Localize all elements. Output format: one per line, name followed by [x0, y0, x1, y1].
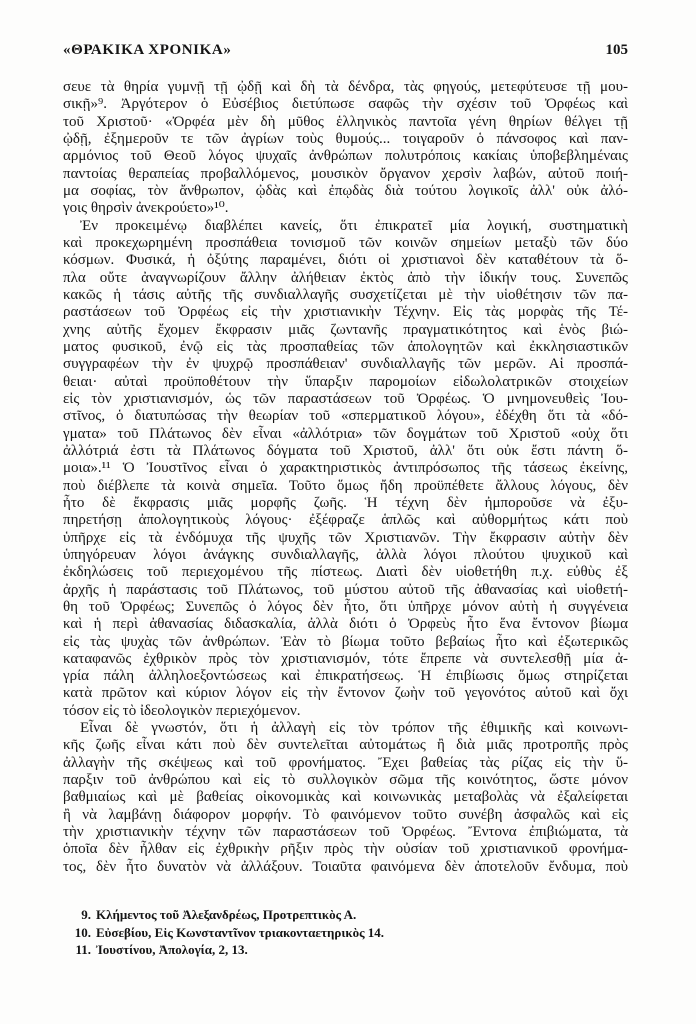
text-line: τόσον εἰς τὸ ἰδεολογικὸν περιεχόμενον.	[63, 702, 301, 719]
text-line: γρία πάλη ἀλληλοεξοντώσεως καὶ ἐπικρατήσεως. Ἡ ἐπιβίωσις ὅμως στηρίζεται	[63, 668, 628, 685]
text-line: αρμόνιος τοῦ Θεοῦ λόγος ψυχαῖς ἀνθρώπων πολυτρόποις κακίαις ὑποβεβλημέναις	[63, 148, 628, 165]
text-line: ἢ νὰ λαμβάνῃ διάφορον μορφήν. Τὸ φαινόμενον τοῦτο συνέβη ἀσφαλῶς καὶ εἰς	[63, 806, 628, 823]
footnote-number: 9.	[81, 907, 91, 922]
text-line: ἀρχῆς ἡ παράστασις τοῦ Πλάτωνος, τοῦ μύστου αὐτοῦ τῆς ἀθανασίας καὶ υἱοθετή-	[63, 581, 628, 598]
text-line: ὁποῖα δὲν ἦλθαν εἰς ἐχθρικὴν ρῆξιν πρὸς τὴν οὐσίαν τοῦ χριστιανικοῦ φρονήμα-	[63, 841, 628, 858]
text-line: Εἶναι δὲ γνωστόν, ὅτι ἡ ἀλλαγὴ εἰς τὸν τρόπον τῆς ἐθιμικῆς καὶ κοινωνι-	[80, 720, 628, 737]
text-line: ἦτο δὲ ἔκφρασις μιᾶς μορφῆς ζωῆς. Ἡ τέχνη δὲν ἠμποροῦσε νὰ ἐξυ-	[63, 494, 628, 511]
footnote-number: 10.	[74, 924, 91, 940]
paragraph	[63, 720, 628, 876]
text-line: τοῦ Χριστοῦ· «Ὀρφέα μὲν δὴ μῦθος ἑλληνικὸς παντοῖα γένη θηρίων θέλγει τῇ	[63, 113, 628, 130]
text-line: ᾠδῇ, ἐξημεροῦν τε τῶν ἀγρίων τοὺς θυμούς... τοιγαροῦν ὁ πάνσοφος καὶ παν-	[63, 130, 628, 147]
running-header	[63, 41, 628, 59]
footnote	[58, 924, 638, 942]
journal-title: «ΘΡΑΚΙΚΑ ΧΡΟΝΙΚΑ»	[63, 42, 232, 58]
text-line: Ἐν προκειμένῳ διαβλέπει κανείς, ὅτι ἐπικρατεῖ μία λογική, συστηματικὴ	[80, 217, 628, 234]
text-line: ματος φυσικοῦ, ἐνῷ εἰς τὰς προσπαθείας τῶν ἀπολογητῶν καὶ ἐκκλησιαστικῶν	[63, 338, 628, 355]
text-line: καὶ προκεχωρημένη προσπάθεια τονισμοῦ τῶν κοινῶν σημείων μεταξὺ τῶν δύο	[63, 234, 628, 251]
footnotes	[58, 906, 638, 959]
text-line: μα σοφίας, τὸν ἄνθρωπον, ᾠδὰς καὶ ἐπῳδὰς διὰ τούτου λογικοῖς ἀλλ' οὐκ ἀλό-	[63, 182, 628, 199]
text-line: ὑπῆρχε εἰς τὰ ἐνδόμυχα τῆς ψυχῆς τῶν Χριστιανῶν. Τὴν ἔκφρασιν αὐτὴν δὲν	[63, 529, 628, 546]
text-line: παντοίας θεραπείας προβαλλόμενος, μουσικὸν ὄργανον χερσὶν λαβών, αὐτοῦ ποιή-	[63, 165, 628, 182]
text-line: βαθμιαίως καὶ μὲ βαθείας οἰκονομικὰς καὶ κοινωνικὰς μεταβολὰς νὰ ἐξαλείφεται	[63, 789, 628, 806]
text-line: σευε τὰ θηρία γυμνῇ τῇ ᾠδῇ καὶ δὴ τὰ δένδρα, τὰς φηγούς, μετεφύτευσε τῇ μου-	[63, 79, 628, 95]
text-line: παρξιν τοῦ ἀνθρώπου καὶ εἰς τὸ συλλογικὸν σῶμα τῆς κοινότητος, ὥστε μόνον	[63, 772, 628, 789]
text-line: πηρετήσῃ ἀπολογητικοὺς λόγους· ἐξέφραζε ἁπλῶς καὶ αὐθορμήτως κάτι ποὺ	[63, 512, 628, 529]
footnote-text: Κλήμεντος τοῦ Ἀλεξανδρέως, Προτρεπτικὸς Α.	[96, 907, 357, 922]
text-line: ἀλλαγὴν τῆς σκέψεως καὶ τοῦ φρονήματος. Ἔχει βαθείας τὰς ρίζας εἰς τὴν ὕ-	[63, 754, 628, 771]
text-line: θη τοῦ Ὀρφέως; Συνεπῶς ὁ λόγος δὲν ἦτο, ὅτι ὑπῆρχε μόνον αὐτὴ ἡ συγγένεια	[63, 598, 628, 615]
footnote-text: Ἰουστίνου, Ἀπολογία, 2, 13.	[96, 942, 248, 957]
text-line: σικῇ»⁹. Ἀργότερον ὁ Εὐσέβιος διετύπωσε σαφῶς τὴν σχέσιν τοῦ Ὀρφέως καὶ	[63, 96, 628, 113]
paragraph	[63, 218, 628, 721]
text-line: κατὰ πρῶτον καὶ κύριον λόγον εἰς τὴν ἔντονον ζωὴν τοῦ γεγονότος αὐτοῦ καὶ ὄχι	[63, 685, 628, 702]
footnote-text: Εὐσεβίου, Εἰς Κωνσταντῖνον τριακονταετηρικὸς 14.	[96, 924, 385, 940]
text-line: στῖνος, ὁ διατυπώσας τὴν θεωρίαν τοῦ «σπερματικοῦ λόγου», ἐδέχθη ὅτι τὰ «δό-	[63, 408, 628, 425]
text-line: μοια».¹¹ Ὁ Ἰουστῖνος εἶναι ὁ χαρακτηριστικὸς ἀντιπρόσωπος τῆς τάσεως ἐκείνης,	[63, 460, 628, 477]
text-line: ἐκδηλώσεις τοῦ περιεχομένου τῆς πίστεως. Διατὶ δὲν υἱοθετήθη π.χ. εὐθὺς ἐξ	[63, 564, 628, 581]
text-line: κακῶς ἡ τάσις αὐτῆς τῆς συνδιαλλαγῆς συσχετίζεται μὲ τὴν υἱοθέτησιν τῶν πα-	[63, 286, 628, 303]
paragraph	[63, 79, 628, 218]
text-line: συγγραφέων τὴν ἐν ψυχρῷ προσπάθειαν' συνδιαλλαγῆς τῶν μερῶν. Αἱ προσπά-	[63, 356, 628, 373]
text-line: καταφανῶς ἐχθρικὸν πρὸς τὸν χριστιανισμόν, τότε ἔπρεπε νὰ συντελεσθῇ μία ἀ-	[63, 650, 628, 667]
text-line: εἰς τὰς ψυχὰς τῶν ἀνθρώπων. Ἐὰν τὸ βίωμα τοῦτο βεβαίως ἦτο καὶ ἐξωτερικῶς	[63, 633, 628, 650]
text-line: εἰς τὸν χριστιανισμόν, ὡς τῶν παραστάσεων τοῦ Ὀρφέως. Ὁ μνημονευθεὶς Ἰου-	[63, 390, 628, 407]
text-line: θειαι· αὐταὶ προϋποθέτουν τὴν ὕπαρξιν παρομοίων εἰδωλολατρικῶν στοιχείων	[63, 373, 628, 390]
footnote-number: 11.	[75, 942, 91, 957]
footnote	[58, 906, 638, 924]
text-line: ὑπηγόρευαν λόγοι ἀνάγκης συνδιαλλαγῆς, ἀλλὰ λόγοι πλούτου ψυχικοῦ καὶ	[63, 546, 628, 563]
text-line: ποὺ διέβλεπε τὰ κοινὰ σημεῖα. Τοῦτο ὅμως ἤδη προϋπέθετε ἄλλους λόγους, δὲν	[63, 477, 628, 494]
body-text	[63, 79, 628, 876]
text-line: ραστάσεων τοῦ Ὀρφέως εἰς τὴν χριστιανικὴν Τέχνην. Εἰς τὰς μορφὰς τῆς Τέ-	[63, 304, 628, 321]
page-number: 105	[605, 42, 628, 58]
text-line: κῆς ζωῆς εἶναι κάτι ποὺ δὲν συντελεῖται αὐτομάτως ἢ διὰ μιᾶς προτροπῆς πρὸς	[63, 737, 628, 754]
footnote	[58, 941, 638, 959]
text-line: χνης αὐτῆς ἔχομεν ἔκφρασιν μιᾶς ζωντανῆς πραγματικότητος καὶ ἑνὸς βιώ-	[63, 321, 628, 338]
text-line: πλα οὔτε ἀναγνωρίζουν ἄλλην ἀλήθειαν ἐκτὸς ἀπὸ τὴν ἰδικήν τους. Συνεπῶς	[63, 269, 628, 286]
text-line: γματα» τοῦ Πλάτωνος δὲν εἶναι «ἀλλότρια» τῶν δογμάτων τοῦ Χριστοῦ «οὐχ ὅτι	[63, 425, 628, 442]
text-line: τος, δὲν ἦτο δυνατὸν νὰ ἀλλάξουν. Τοιαῦτα φαινόμενα δὲν ἀποτελοῦν ἔνδυμα, ποὺ	[63, 858, 628, 875]
text-line: γοις θηρσὶν ἀνεκρούετο»¹⁰.	[63, 200, 229, 217]
text-line: καὶ ἡ περὶ ἀθανασίας διδασκαλία, ἀλλὰ διότι ὁ Ὀρφεὺς ἦτο ἕνα ἔντονον βίωμα	[63, 616, 628, 633]
text-line: ἀλλότριά ἐστι τὰ Πλάτωνος δόγματα τοῦ Χριστοῦ, ἀλλ' ὅτι οὐκ ἔστι πάντη ὅ-	[63, 442, 628, 459]
text-line: κόσμων. Φυσικά, ἡ ὀξύτης παραμένει, διότι οἱ χριστιανοὶ δὲν καταθέτουν τὰ ὅ-	[63, 252, 628, 269]
text-line: τὴν χριστιανικὴν τέχνην τῶν παραστάσεων τοῦ Ὀρφέως. Ἔντονα ἐπιβιώματα, τὰ	[63, 824, 628, 841]
